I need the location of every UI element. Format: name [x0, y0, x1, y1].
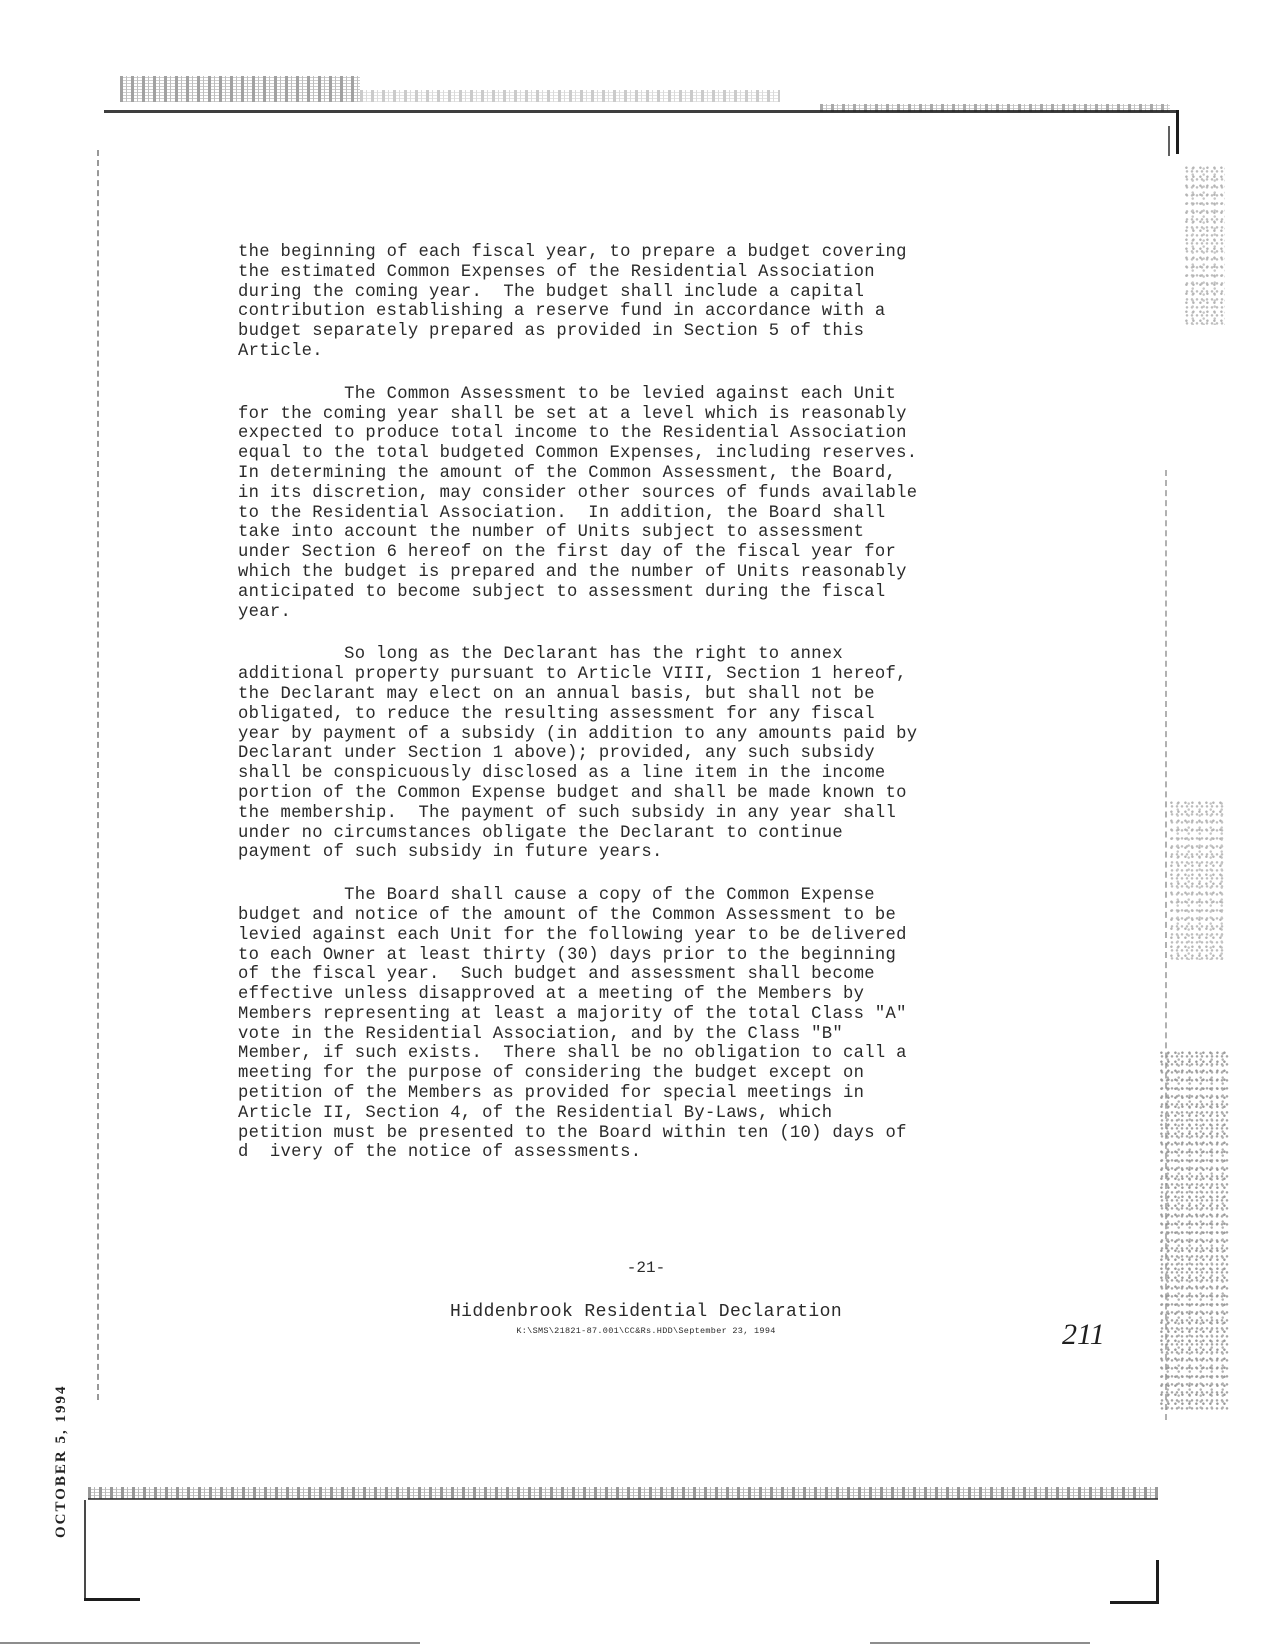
paragraph-common-assessment: The Common Assessment to be levied against each Unit for the coming year shall be set at a level which is reasonably expected to produce total income to the Residential Association equal to the total budgeted Common Expenses, including reserves. In determining the amount of the Common Assessment, the Board, in its discretion, may consider other sources of funds available to the Residential Association. In addition, the Board shall take into account the number of Units subject to assessment under Section 6 hereof on the first day of the fiscal year for which the budget is prepared and the number of Units reasonably anticipated to become subject to assessment during the fiscal year.	[238, 384, 918, 622]
bottom-frame-line	[88, 1498, 1158, 1500]
right-frame-corner	[1176, 110, 1179, 154]
document-body	[238, 243, 1038, 1186]
top-scan-noise	[120, 76, 360, 102]
scan-edge-bottom	[0, 1642, 420, 1644]
top-frame-line	[104, 110, 1176, 113]
left-margin-line	[97, 150, 99, 1400]
handwritten-page-stamp: 211	[1062, 1318, 1105, 1351]
page-number: -21-	[626, 1259, 666, 1277]
paragraph-declarant-subsidy: So long as the Declarant has the right to annex additional property pursuant to Article VIII, Section 1 hereof, the Declarant may elect on an annual basis, but shall not be obligated, to reduce the resulting assessment for any fiscal year by payment of a subsidy (in addition to any amounts paid by Declarant under Section 1 above); provided, any such subsidy shall be conspicuously disclosed as a line item in the income portion of the Common Expense budget and shall be made known to the membership. The payment of such subsidy in any year shall under no circumstances obligate the Declarant to continue payment of such subsidy in future years.	[238, 645, 918, 863]
bottom-right-corner-horizontal	[1110, 1601, 1159, 1604]
document-title: Hiddenbrook Residential Declaration	[449, 1302, 843, 1322]
bottom-right-corner-vertical	[1156, 1560, 1159, 1604]
scan-edge-bottom-right	[870, 1642, 1090, 1644]
bottom-left-corner-horizontal	[84, 1598, 140, 1601]
file-path: K:\SMS\21821-87.001\CC&Rs.HDD\September 23, 1994	[516, 1326, 776, 1336]
right-frame-corner-inner	[1168, 126, 1170, 156]
right-speckle-bottom	[1160, 1050, 1230, 1410]
right-speckle-top	[1185, 165, 1225, 325]
side-date-stamp: OCTOBER 5, 1994	[53, 1384, 69, 1538]
top-scan-noise-faint	[360, 90, 780, 102]
bottom-left-corner-vertical	[84, 1500, 86, 1600]
right-speckle-middle	[1170, 800, 1225, 960]
paragraph-budget-notice: The Board shall cause a copy of the Common Expense budget and notice of the amount of the Common Assessment to be levied against each Unit for the following year to be delivered to each Owner at least thirty (30) days prior to the beginning of the fiscal year. Such budget and assessment shall become effective unless disapproved at a meeting of the Members by Members representing at least a majority of the total Class "A" vote in the Residential Association, and by the Class "B" Member, if such exists. There shall be no obligation to call a meeting for the purpose of considering the budget except on petition of the Members as provided for special meetings in Article II, Section 4, of the Residential By-Laws, which petition must be presented to the Board within ten (10) days of d ivery of the notice of assessments.	[238, 886, 907, 1163]
paragraph-budget-preparation: the beginning of each fiscal year, to prepare a budget covering the estimated Common Expenses of the Residential Association during the coming year. The budget shall include a capital contribution establishing a reserve fund in accordance with a budget separately prepared as provided in Section 5 of this Article.	[238, 243, 907, 361]
